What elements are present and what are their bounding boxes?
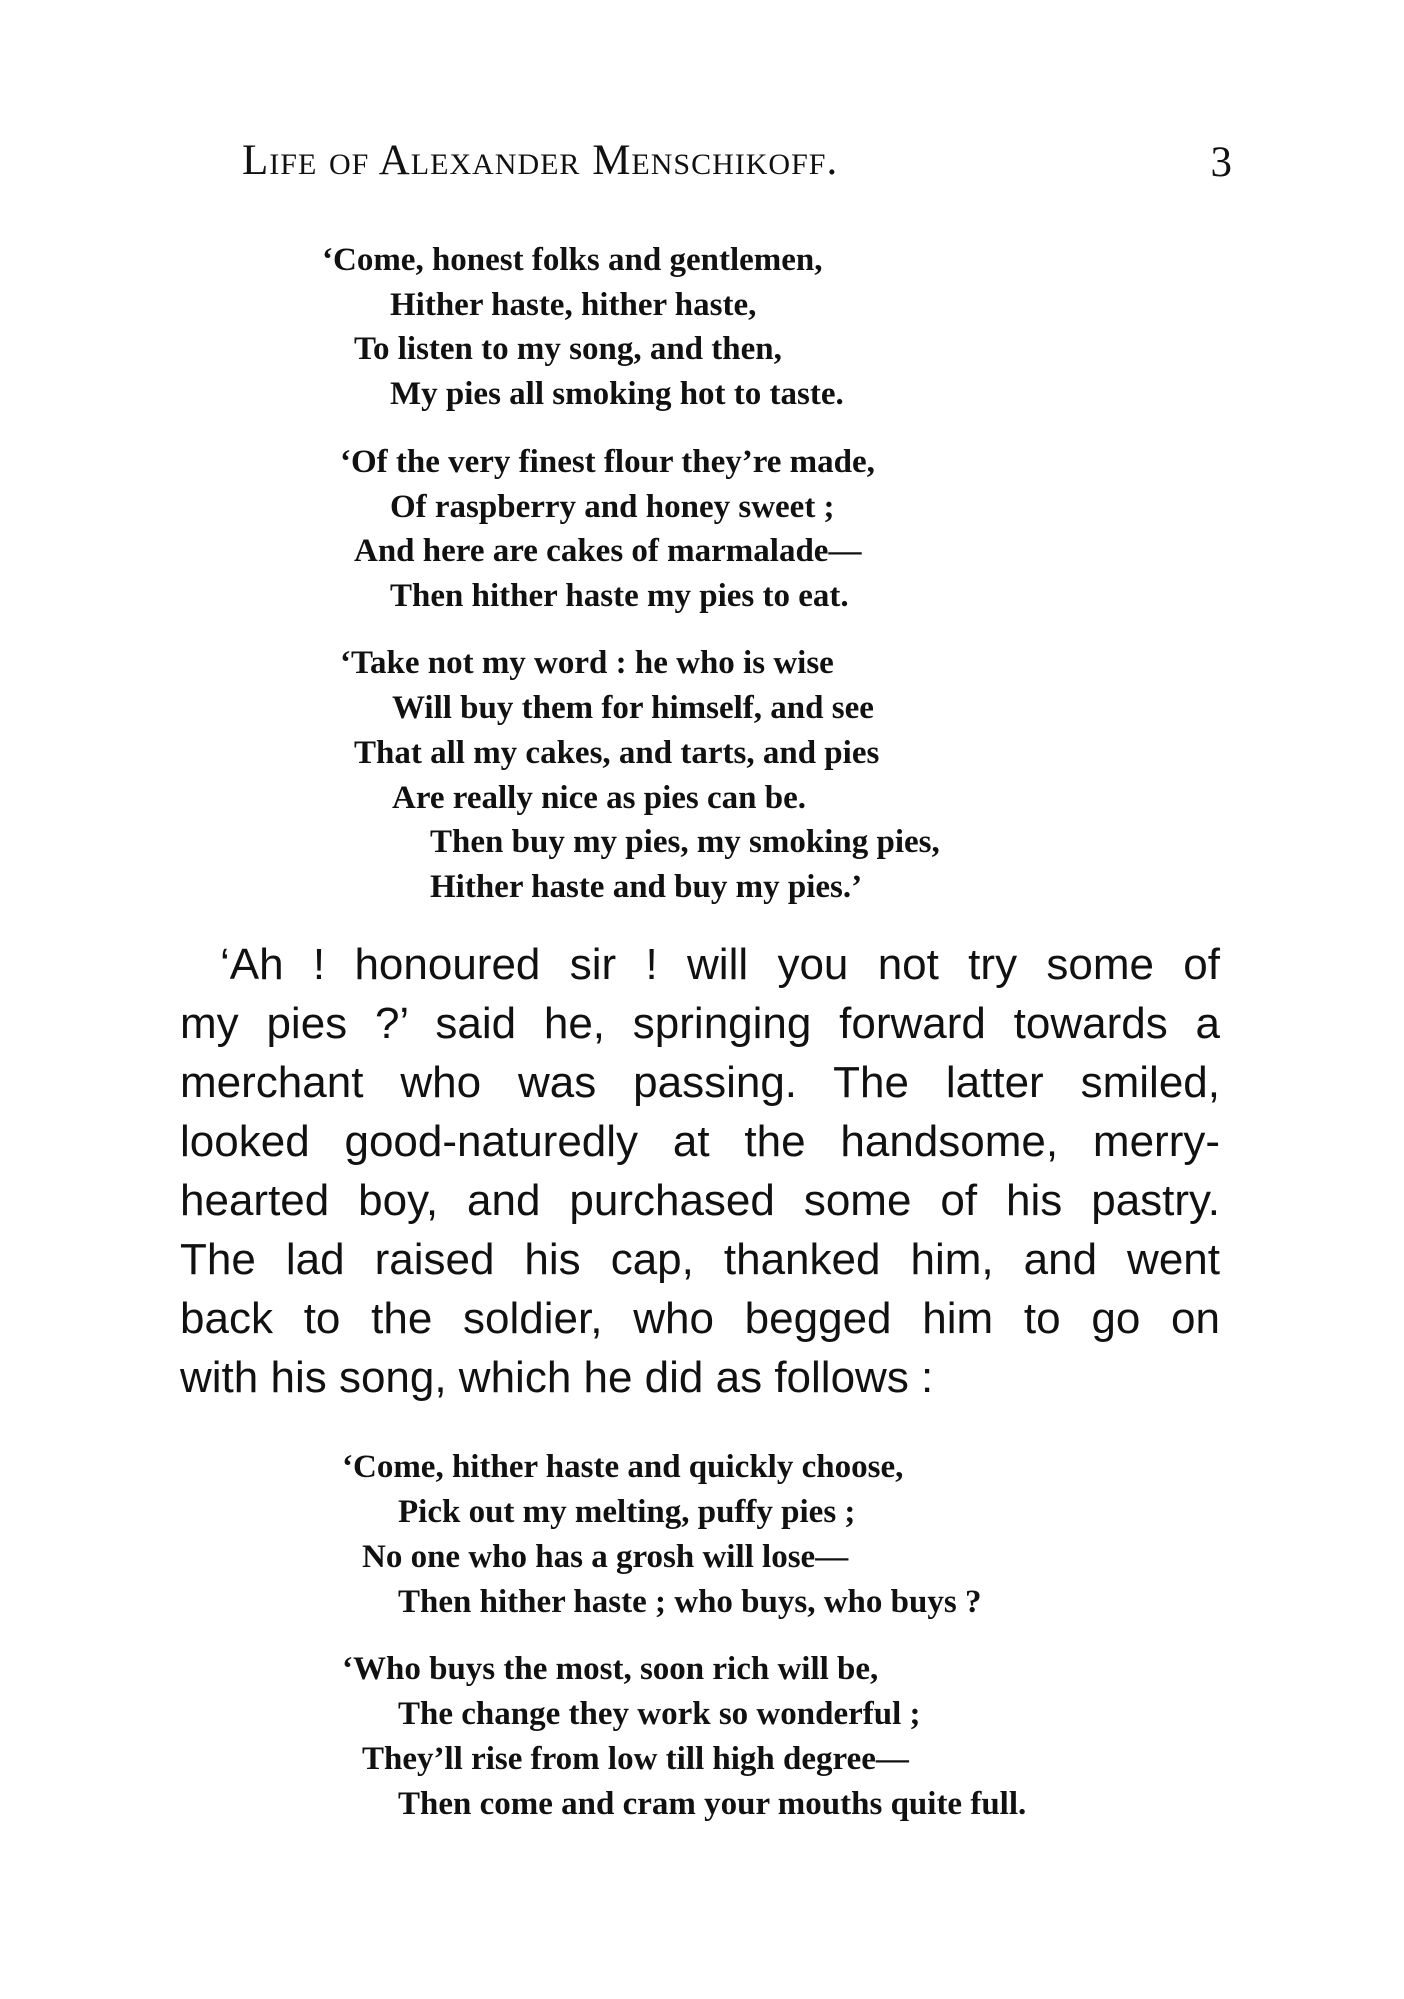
verse-line: ‘Come, hither haste and quickly choose, [342, 1449, 904, 1485]
prose-line: hearted boy, and purchased some of his pastry. [180, 1176, 1220, 1225]
verse-line: Then hither haste my pies to eat. [390, 578, 849, 614]
verse-line: ‘Come, honest folks and gentlemen, [322, 242, 823, 278]
verse-line: They’ll rise from low till high degree— [362, 1741, 909, 1777]
prose-line: ‘Ah ! honoured sir ! will you not try some of [220, 940, 1220, 989]
prose-line: back to the soldier, who begged him to go on [180, 1294, 1220, 1343]
verse-line: ‘Take not my word : he who is wise [340, 645, 834, 681]
verse-line: Then come and cram your mouths quite full. [398, 1786, 1027, 1822]
verse-line: Will buy them for himself, and see [392, 690, 874, 726]
page-number: 3 [1210, 139, 1232, 186]
verse-line: Of raspberry and honey sweet ; [390, 489, 835, 525]
prose-paragraph [180, 935, 1220, 1407]
verse-line: ‘Who buys the most, soon rich will be, [342, 1651, 879, 1687]
verse-line: And here are cakes of marmalade— [354, 533, 862, 569]
verse-line: ‘Of the very finest flour they’re made, [340, 444, 875, 480]
verse-line: The change they work so wonderful ; [398, 1696, 921, 1732]
verse-line: Pick out my melting, puffy pies ; [398, 1494, 856, 1530]
verse-line: Hither haste, hither haste, [390, 287, 757, 323]
prose-line: merchant who was passing. The latter smiled, [180, 1058, 1220, 1107]
verse-line: That all my cakes, and tarts, and pies [354, 735, 880, 771]
prose-line: The lad raised his cap, thanked him, and went [180, 1235, 1220, 1284]
verse-line: Then hither haste ; who buys, who buys ? [398, 1584, 982, 1620]
verse-line: Then buy my pies, my smoking pies, [430, 824, 940, 860]
verse-line: Hither haste and buy my pies.’ [430, 869, 863, 905]
prose-line: looked good-naturedly at the handsome, merry- [180, 1117, 1220, 1166]
verse-line: Are really nice as pies can be. [392, 780, 806, 816]
verse-line: To listen to my song, and then, [354, 331, 782, 367]
prose-line: my pies ?’ said he, springing forward towards a [180, 999, 1220, 1048]
running-header [242, 136, 1232, 196]
prose-line: with his song, which he did as follows : [180, 1353, 934, 1402]
verse-line: No one who has a grosh will lose— [362, 1539, 849, 1575]
running-title: Life of Alexander Menschikoff. [242, 137, 839, 184]
verse-line: My pies all smoking hot to taste. [390, 376, 844, 412]
